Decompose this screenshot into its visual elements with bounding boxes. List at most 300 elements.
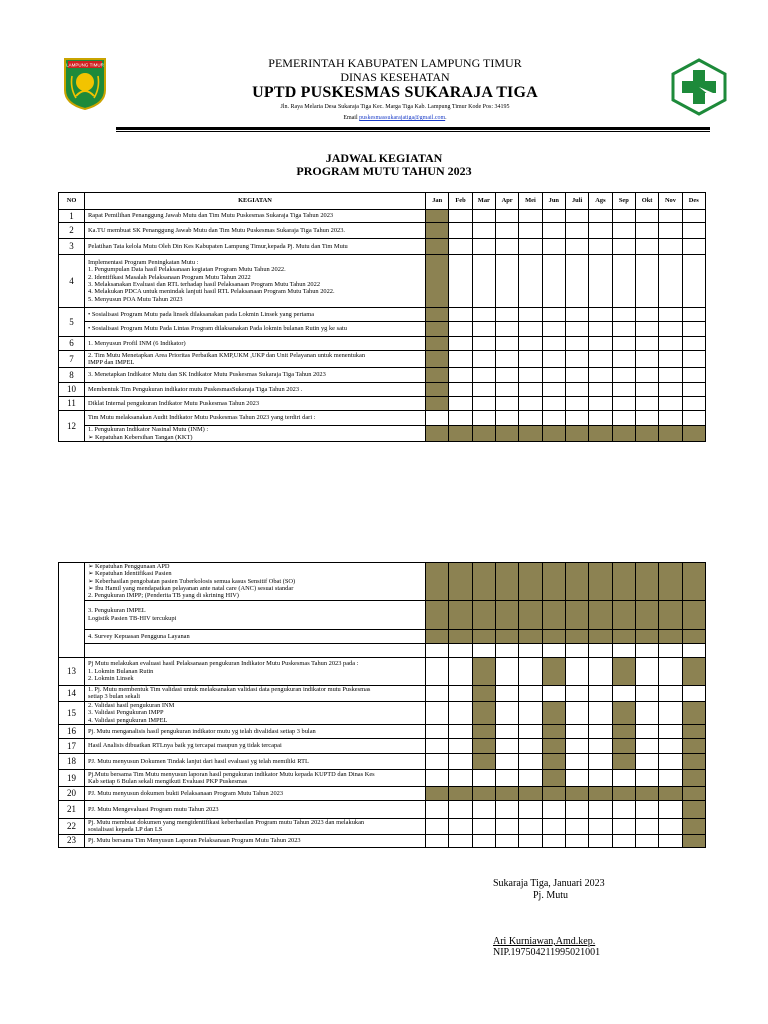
- row-number: 15: [59, 701, 85, 724]
- month-cell: [659, 724, 682, 738]
- month-cell: [472, 308, 495, 322]
- month-cell: [589, 351, 612, 368]
- month-cell: [635, 685, 658, 701]
- header-address: Jln. Raya Melaria Desa Sukaraja Tiga Kec. Marga Tiga Kab. Lampung Timur Kode Pos: 34195: [280, 104, 510, 110]
- activity-line: • Sosialisasi Program Mutu pada linsek dilaksanakan pada Lokmin Linsek yang pertama: [88, 310, 315, 318]
- month-cell: [682, 753, 705, 769]
- month-cell: [449, 629, 472, 643]
- month-cell: [542, 563, 565, 601]
- month-cell: [612, 753, 635, 769]
- month-cell: [449, 563, 472, 601]
- email-label: Email: [343, 115, 358, 121]
- month-cell: [449, 769, 472, 786]
- row-number: 8: [59, 368, 85, 383]
- month-cell: [589, 818, 612, 834]
- month-cell: [565, 368, 588, 383]
- document-subtitle: PROGRAM MUTU TAHUN 2023: [296, 164, 472, 178]
- row-number: 3: [59, 239, 85, 255]
- month-cell: [659, 818, 682, 834]
- month-cell: [659, 239, 682, 255]
- month-cell: [612, 600, 635, 629]
- month-cell: [426, 397, 449, 411]
- row-number: 2: [59, 223, 85, 239]
- month-cell: [635, 397, 658, 411]
- header-month: Mei: [519, 193, 542, 210]
- month-cell: [565, 563, 588, 601]
- table-header-row: [59, 193, 706, 210]
- month-cell: [565, 239, 588, 255]
- month-cell: [612, 308, 635, 322]
- month-cell: [519, 308, 542, 322]
- activity-line: PJ. Mutu Mengevaluasi Program mutu Tahun 2023: [88, 805, 219, 813]
- month-cell: [426, 724, 449, 738]
- month-cell: [519, 818, 542, 834]
- month-cell: [635, 657, 658, 685]
- table-row: [59, 600, 706, 629]
- month-cell: [519, 600, 542, 629]
- table-row: [59, 800, 706, 818]
- table-row: [59, 685, 706, 701]
- letterhead: [60, 52, 720, 132]
- month-cell: [612, 255, 635, 308]
- activity-line: 4. Melakukan PDCA untuk menindak lanjuti hasil RTL Pelaksanaan Program Mutu Tahun 2022.: [88, 288, 335, 296]
- header-month: Des: [682, 193, 705, 210]
- month-cell: [589, 786, 612, 800]
- month-cell: [495, 563, 518, 601]
- month-cell: [449, 337, 472, 351]
- activity-line: 2. Tim Mutu Menetapkan Area Prioritas Perbaikan KMP,UKM ,UKP dan Unit Pelayanan untuk menentukan: [88, 351, 366, 359]
- activity-line: IMPP dan IMPEL: [88, 359, 135, 366]
- month-cell: [565, 210, 588, 223]
- month-cell: [426, 322, 449, 337]
- month-cell: [589, 834, 612, 847]
- month-cell: [472, 701, 495, 724]
- month-cell: [542, 322, 565, 337]
- month-cell: [426, 308, 449, 322]
- month-cell: [635, 210, 658, 223]
- month-cell: [542, 643, 565, 657]
- month-cell: [682, 724, 705, 738]
- activity-cell: [85, 210, 426, 223]
- month-cell: [589, 308, 612, 322]
- month-cell: [519, 397, 542, 411]
- row-number: 13: [59, 657, 85, 685]
- month-cell: [426, 643, 449, 657]
- month-cell: [449, 210, 472, 223]
- month-cell: [449, 786, 472, 800]
- month-cell: [495, 600, 518, 629]
- month-cell: [519, 685, 542, 701]
- header-month: Sep: [612, 193, 635, 210]
- month-cell: [612, 223, 635, 239]
- header-rule-thin: [116, 131, 710, 132]
- month-cell: [565, 383, 588, 397]
- month-cell: [659, 322, 682, 337]
- month-cell: [495, 337, 518, 351]
- month-cell: [495, 351, 518, 368]
- month-cell: [612, 563, 635, 601]
- activity-line: PJ. Mutu menyusun Dokumen Tindak lanjut dari hasil evaluasi yg telah memiliki RTL: [88, 757, 309, 765]
- month-cell: [426, 629, 449, 643]
- header-month: Okt: [635, 193, 658, 210]
- activity-line: ➢ Kepatuhan Kebersihan Tangan (KKT): [88, 433, 193, 441]
- month-cell: [565, 308, 588, 322]
- table-row: [59, 724, 706, 738]
- month-cell: [589, 701, 612, 724]
- activity-cell: [85, 411, 426, 426]
- row-number: 14: [59, 685, 85, 701]
- month-cell: [519, 322, 542, 337]
- month-cell: [682, 210, 705, 223]
- month-cell: [635, 239, 658, 255]
- month-cell: [612, 724, 635, 738]
- table-row: [59, 738, 706, 753]
- month-cell: [565, 397, 588, 411]
- month-cell: [682, 322, 705, 337]
- month-cell: [495, 255, 518, 308]
- rows-page1: [59, 210, 706, 442]
- month-cell: [682, 239, 705, 255]
- month-cell: [472, 834, 495, 847]
- month-cell: [449, 223, 472, 239]
- month-cell: [495, 818, 518, 834]
- signature-nip: NIP.197504211995021001: [493, 947, 601, 958]
- month-cell: [472, 383, 495, 397]
- month-cell: [426, 411, 449, 426]
- email-link[interactable]: puskesmassukarajatiga@gmail.com: [359, 115, 446, 121]
- month-cell: [635, 600, 658, 629]
- activity-line: ➢ Keberhasilan pengobatan pasien Tuberkolosis semua kasus Sensitif Obat (SO): [88, 577, 296, 585]
- month-cell: [612, 239, 635, 255]
- activity-cell: [85, 383, 426, 397]
- table-row: [59, 769, 706, 786]
- activity-line: Pj. Mutu membuat dokumen yang mengidentifikasi keberhasilan Program mutu Tahun 2023 dan melakukan: [88, 818, 365, 826]
- activity-line: Pj.Mutu bersama Tim Mutu menyusun laporan hasil pengukuran indikator Mutu kepada KUPTD dan Dinas Kes: [88, 770, 375, 778]
- month-cell: [519, 368, 542, 383]
- month-cell: [659, 563, 682, 601]
- month-cell: [426, 800, 449, 818]
- month-cell: [659, 657, 682, 685]
- month-cell: [519, 210, 542, 223]
- month-cell: [542, 701, 565, 724]
- month-cell: [519, 255, 542, 308]
- month-cell: [635, 255, 658, 308]
- month-cell: [659, 210, 682, 223]
- month-cell: [542, 786, 565, 800]
- row-number: 5: [59, 308, 85, 337]
- month-cell: [426, 563, 449, 601]
- month-cell: [589, 397, 612, 411]
- month-cell: [542, 397, 565, 411]
- table-row: [59, 701, 706, 724]
- month-cell: [635, 786, 658, 800]
- activity-line: 3. Pengukuran IMPEL: [88, 607, 146, 615]
- month-cell: [495, 769, 518, 786]
- month-cell: [495, 322, 518, 337]
- activity-cell: [85, 600, 426, 629]
- month-cell: [635, 351, 658, 368]
- month-cell: [612, 426, 635, 442]
- month-cell: [472, 629, 495, 643]
- month-cell: [589, 322, 612, 337]
- month-cell: [519, 834, 542, 847]
- month-cell: [449, 643, 472, 657]
- month-cell: [635, 223, 658, 239]
- month-cell: [542, 426, 565, 442]
- activity-line: 2. Validasi hasil pengukuran INM: [88, 701, 175, 709]
- month-cell: [519, 223, 542, 239]
- schedule-table-page1: [58, 192, 706, 442]
- month-cell: [565, 411, 588, 426]
- month-cell: [682, 368, 705, 383]
- month-cell: [472, 397, 495, 411]
- month-cell: [589, 685, 612, 701]
- month-cell: [635, 834, 658, 847]
- row-number: 21: [59, 800, 85, 818]
- month-cell: [519, 657, 542, 685]
- header-kegiatan: KEGIATAN: [85, 193, 426, 210]
- month-cell: [682, 563, 705, 601]
- month-cell: [472, 800, 495, 818]
- month-cell: [472, 657, 495, 685]
- header-month: Jun: [542, 193, 565, 210]
- month-cell: [519, 753, 542, 769]
- month-cell: [449, 308, 472, 322]
- month-cell: [495, 738, 518, 753]
- activity-line: 1. Pengukuran Indikator Nasinal Mutu (INM) :: [88, 426, 209, 434]
- activity-line: Hasil Analisis dibuatkan RTLnya baik yg tercapai maupun yg tidak tercapai: [88, 742, 282, 750]
- month-cell: [589, 643, 612, 657]
- month-cell: [542, 657, 565, 685]
- month-cell: [449, 322, 472, 337]
- month-cell: [612, 800, 635, 818]
- month-cell: [495, 800, 518, 818]
- row-number: 7: [59, 351, 85, 368]
- activity-cell: [85, 322, 426, 337]
- activity-line: Tim Mutu melaksanakan Audit Indikator Mutu Puskesmas Tahun 2023 yang terdiri dari :: [88, 414, 316, 422]
- activity-cell: [85, 800, 426, 818]
- month-cell: [426, 685, 449, 701]
- table-row: [59, 786, 706, 800]
- month-cell: [519, 411, 542, 426]
- month-cell: [682, 786, 705, 800]
- month-cell: [426, 239, 449, 255]
- activity-cell: [85, 255, 426, 308]
- activity-cell: [85, 239, 426, 255]
- activity-line: Pelatihan Tata kelola Mutu Oleh Din Kes Kabupaten Lampung Timur,kepada Pj. Mutu dan Tim Mutu: [88, 242, 348, 250]
- month-cell: [682, 397, 705, 411]
- month-cell: [682, 337, 705, 351]
- activity-line: 1. Lokmin Bulanan Rutin: [88, 667, 154, 675]
- month-cell: [426, 426, 449, 442]
- activity-line: 1. Menyusun Profil INM (6 Indikator): [88, 339, 186, 347]
- month-cell: [542, 411, 565, 426]
- row-number: 10: [59, 383, 85, 397]
- signature-role: Pj. Mutu: [533, 890, 569, 901]
- month-cell: [449, 397, 472, 411]
- month-cell: [682, 643, 705, 657]
- month-cell: [659, 426, 682, 442]
- month-cell: [659, 368, 682, 383]
- month-cell: [472, 368, 495, 383]
- activity-line: Kab setiap 6 Bulan sekali mengikuti Evaluasi PKP Puskesmas: [88, 777, 248, 785]
- month-cell: [635, 769, 658, 786]
- activity-line: 3. Menetapkan Indikator Mutu dan SK Indikator Mutu Puskesmas Sukaraja Tiga Tahun 2023: [88, 371, 326, 379]
- activity-line: Logistik Pasien TB-HIV tercukupi: [88, 614, 177, 622]
- month-cell: [612, 701, 635, 724]
- activity-cell: [85, 685, 426, 701]
- month-cell: [542, 239, 565, 255]
- month-cell: [682, 223, 705, 239]
- month-cell: [542, 724, 565, 738]
- activity-cell: [85, 351, 426, 368]
- month-cell: [495, 685, 518, 701]
- month-cell: [519, 724, 542, 738]
- activity-cell: [85, 337, 426, 351]
- month-cell: [472, 685, 495, 701]
- month-cell: [426, 337, 449, 351]
- month-cell: [589, 738, 612, 753]
- month-cell: [635, 368, 658, 383]
- month-cell: [449, 411, 472, 426]
- month-cell: [426, 701, 449, 724]
- month-cell: [635, 753, 658, 769]
- month-cell: [495, 701, 518, 724]
- month-cell: [449, 426, 472, 442]
- activity-cell: [85, 657, 426, 685]
- month-cell: [635, 383, 658, 397]
- document-title: JADWAL KEGIATAN: [325, 151, 443, 165]
- month-cell: [589, 724, 612, 738]
- month-cell: [612, 337, 635, 351]
- activity-cell: [85, 397, 426, 411]
- month-cell: [612, 629, 635, 643]
- month-cell: [426, 210, 449, 223]
- month-cell: [612, 738, 635, 753]
- table-row: [59, 255, 706, 308]
- table-row: [59, 210, 706, 223]
- month-cell: [519, 426, 542, 442]
- row-number: 18: [59, 753, 85, 769]
- lampung-timur-emblem-icon: [62, 56, 108, 110]
- svg-text:LAMPUNG TIMUR: LAMPUNG TIMUR: [66, 62, 104, 68]
- month-cell: [659, 397, 682, 411]
- month-cell: [426, 351, 449, 368]
- month-cell: [565, 255, 588, 308]
- month-cell: [612, 769, 635, 786]
- month-cell: [635, 738, 658, 753]
- activity-line: 3. Melaksanakan Evaluasi dan RTL terhadap hasil Pelaksanaan Program Mutu Tahun 2022: [88, 281, 321, 288]
- header-month: Ags: [589, 193, 612, 210]
- month-cell: [659, 643, 682, 657]
- month-cell: [542, 368, 565, 383]
- month-cell: [472, 786, 495, 800]
- activity-line: ➢ Ibu Hamil yang mendapatkan pelayanan ante natal care (ANC) sesuai standar: [88, 585, 294, 593]
- month-cell: [519, 786, 542, 800]
- month-cell: [426, 753, 449, 769]
- month-cell: [565, 337, 588, 351]
- month-cell: [682, 818, 705, 834]
- header-month: Feb: [449, 193, 472, 210]
- month-cell: [449, 724, 472, 738]
- month-cell: [449, 383, 472, 397]
- month-cell: [635, 563, 658, 601]
- month-cell: [426, 769, 449, 786]
- month-cell: [472, 255, 495, 308]
- activity-line: 4. Survey Kepuasan Pengguna Layanan: [88, 632, 190, 640]
- activity-cell: [85, 701, 426, 724]
- activity-line: Implementasi Program Peningkatan Mutu :: [88, 258, 199, 266]
- puskesmas-logo-icon: [670, 58, 728, 116]
- month-cell: [589, 411, 612, 426]
- activity-cell: [85, 724, 426, 738]
- month-cell: [589, 769, 612, 786]
- month-cell: [519, 337, 542, 351]
- month-cell: [565, 786, 588, 800]
- activity-cell: [85, 426, 426, 442]
- month-cell: [472, 426, 495, 442]
- rows-page2: [59, 563, 706, 848]
- month-cell: [659, 738, 682, 753]
- month-cell: [495, 308, 518, 322]
- month-cell: [519, 643, 542, 657]
- month-cell: [519, 800, 542, 818]
- month-cell: [426, 255, 449, 308]
- month-cell: [565, 818, 588, 834]
- table-row: [59, 322, 706, 337]
- month-cell: [495, 657, 518, 685]
- month-cell: [565, 701, 588, 724]
- header-email-line: Email puskesmassukarajatiga@gmail.com.: [343, 115, 447, 121]
- month-cell: [495, 426, 518, 442]
- row-number: 22: [59, 818, 85, 834]
- month-cell: [519, 383, 542, 397]
- month-cell: [519, 769, 542, 786]
- month-cell: [565, 834, 588, 847]
- month-cell: [612, 411, 635, 426]
- header-institution: UPTD PUSKESMAS SUKARAJA TIGA: [252, 84, 538, 101]
- month-cell: [565, 800, 588, 818]
- activity-cell: [85, 786, 426, 800]
- month-cell: [495, 368, 518, 383]
- row-number: 1: [59, 210, 85, 223]
- month-cell: [612, 210, 635, 223]
- table-row: [59, 411, 706, 426]
- activity-cell: [85, 834, 426, 847]
- month-cell: [565, 753, 588, 769]
- activity-cell: [85, 643, 426, 657]
- month-cell: [682, 657, 705, 685]
- month-cell: [426, 738, 449, 753]
- activity-cell: [85, 308, 426, 322]
- month-cell: [682, 738, 705, 753]
- month-cell: [542, 685, 565, 701]
- table-row: [59, 426, 706, 442]
- month-cell: [589, 657, 612, 685]
- month-cell: [682, 685, 705, 701]
- month-cell: [519, 629, 542, 643]
- activity-cell: [85, 738, 426, 753]
- month-cell: [589, 255, 612, 308]
- table-row: [59, 397, 706, 411]
- month-cell: [542, 753, 565, 769]
- month-cell: [659, 308, 682, 322]
- month-cell: [635, 643, 658, 657]
- month-cell: [659, 411, 682, 426]
- month-cell: [659, 800, 682, 818]
- activity-line: 2. Pengukuran IMPP; (Penderita TB yang di skrining HIV): [88, 592, 239, 600]
- month-cell: [472, 351, 495, 368]
